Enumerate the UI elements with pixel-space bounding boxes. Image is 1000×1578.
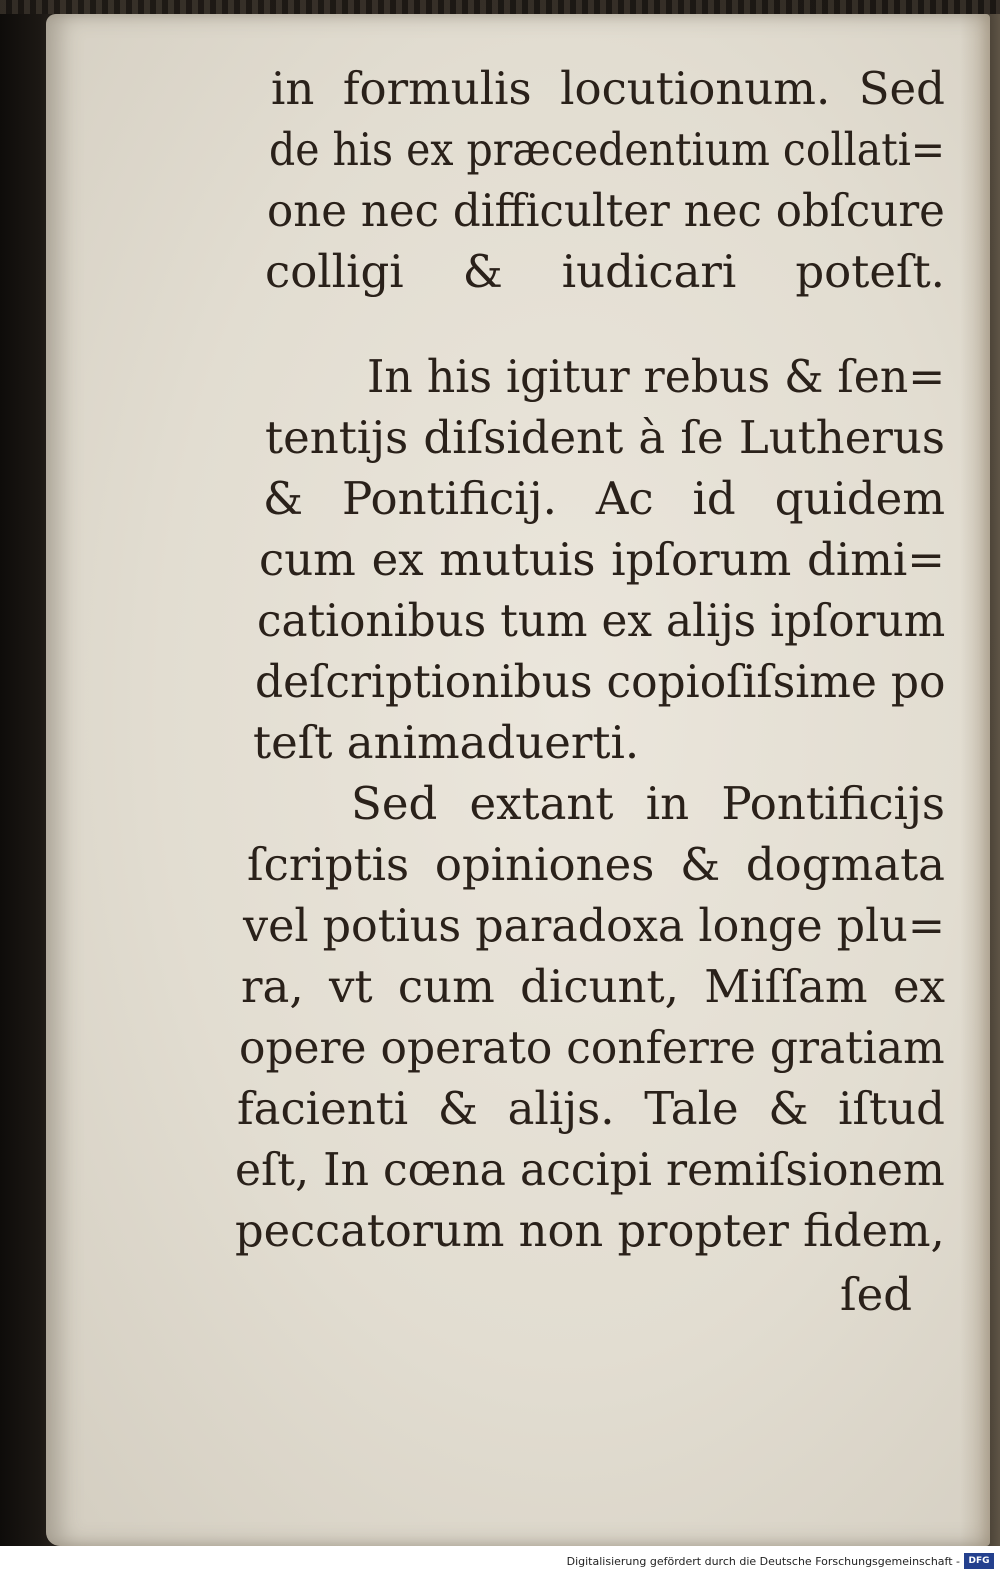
text-line: peccatorum non propter fidem, [235,1204,945,1257]
text-line: tentijs diſsident à ſe Lutherus [265,411,945,464]
funding-note: Digitalisierung gefördert durch die Deutsche Forschungsgemeinschaft - [566,1555,960,1568]
text-line: facienti & alijs. Tale & iſtud [237,1082,945,1135]
text-line: cum ex mutuis ipſorum dimi= [259,533,945,586]
text-line: deſcriptionibus copioſiſsime po [255,655,946,708]
text-line: vel potius paradoxa longe plu= [243,899,946,952]
text-line: cationibus tum ex alijs ipſorum [257,594,946,647]
dfg-logo: DFG [964,1553,994,1569]
text-line: ſcriptis opiniones & dogmata [247,838,945,891]
text-line: In his igitur rebus & ſen= [367,350,946,403]
text-line: one nec difficulter nec obſcure [267,184,945,237]
catchword: ſed [840,1268,913,1321]
text-line: ra, vt cum dicunt, Miſſam ex [241,960,945,1013]
text-line: opere operato conferre gratiam [239,1021,945,1074]
text-line: & Pontificij. Ac id quidem [263,472,945,525]
digitization-footer [0,1546,1000,1578]
text-line: Sed extant in Pontificijs [351,777,945,830]
text-line: teſt animaduerti. [253,716,640,769]
page-gutter-shadow [960,14,1000,1546]
text-line: de his ex præcedentium collati= [269,123,946,176]
text-line: colligi & iudicari poteſt. [265,245,945,298]
text-line: in formulis locutionum. Sed [271,62,945,115]
page-text [235,58,945,1261]
text-line: eſt, In cœna accipi remiſsionem [235,1143,945,1196]
book-top-edge [0,0,1000,14]
paragraph-gap [235,302,945,346]
